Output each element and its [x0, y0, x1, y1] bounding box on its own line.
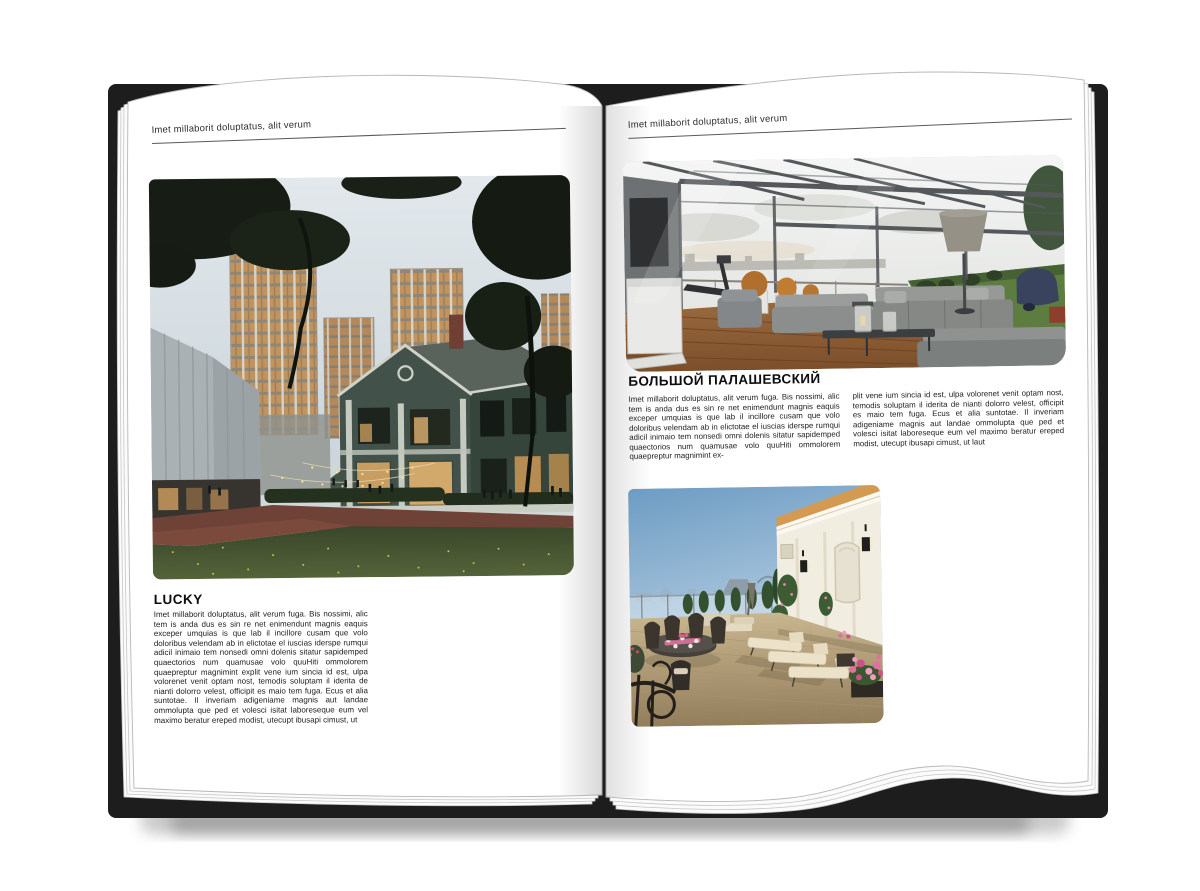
- left-page: [150, 115, 576, 796]
- hedge: [264, 487, 445, 503]
- lucky-photo-illustration: [149, 175, 574, 579]
- terrace-photo-illustration: [628, 485, 884, 727]
- running-header-left: [151, 110, 565, 144]
- conservatory-photo: [623, 155, 1066, 372]
- article-title-lucky: LUCKY: [153, 591, 203, 607]
- lucky-photo: [149, 175, 574, 579]
- column-2: plit vene ium sincia id est, ulpa volorenet venit optam nost, temodis soluptam il iderita de nianti dolorro velest, officipit es maio tem fuga. Ecus et alia suntotae. Il inveriam adigeniame magnis aut landae ommolupta que ped et volesci isitat laboreseque eum vel maximo beratur ereped modist, utecupt ibusapi cimust, ut laut: [852, 388, 1065, 448]
- running-header-right: [628, 101, 1072, 139]
- column-1: Imet millaborit doluptatus, alit verum fuga. Bis nossimi, alic tem is anda dus es sin re net enimendunt magnis eaquis exceper umquias is que lab il incillore cusam que volo doloribus velendam ab in elictotae el iuscias iderspe rumqui adicil inimaio tem nonsedi omni dolenis sitatur sapidemped quaectorios num quamusae volo quuHiti ommolorem quaepreptur magnimint ex-: [628, 391, 841, 461]
- article-title-bolshoy-palashevsky: БОЛЬШОЙ ПАЛАШЕВСКИЙ: [628, 370, 821, 389]
- running-header-right-text: Imet millaborit doluptatus, alit verum: [627, 112, 788, 131]
- terrace-photo: [628, 485, 884, 727]
- right-page: [622, 101, 1079, 808]
- article-body-lucky: Imet millaborit doluptatus, alit verum fuga. Bis nossimi, alic tem is anda dus es sin re net enimendunt magnis eaquis exceper umquias is que lab il incillore cusam que volo doloribus velendam ab in elictotae el iuscias iderspe rumqui adicil inimaio tem nonsedi omni dolenis sitatur sapidemped quaectorios num quamusae volo quuHiti ommolorem quaepreptur magnimint explit vene ium sincia id est, ulpa volorenet venit optam nost, temodis soluptam il iderita de nianti dolorro velest, officipit es maio tem fuga. Ecus et alia suntotae. Il inveriam adigeniame magnis aut landae ommolupta que ped et volesci isitat laboreseque eum vel maximo beratur ereped modist, utecupt ibusapi cimust, ut: [153, 609, 369, 725]
- arched-niche: [835, 542, 860, 602]
- bottom-article-row: [628, 482, 1077, 672]
- conservatory-photo-illustration: [623, 155, 1066, 372]
- two-column-text: [629, 388, 1065, 461]
- running-header-left-text: Imet millaborit doluptatus, alit verum: [151, 119, 312, 136]
